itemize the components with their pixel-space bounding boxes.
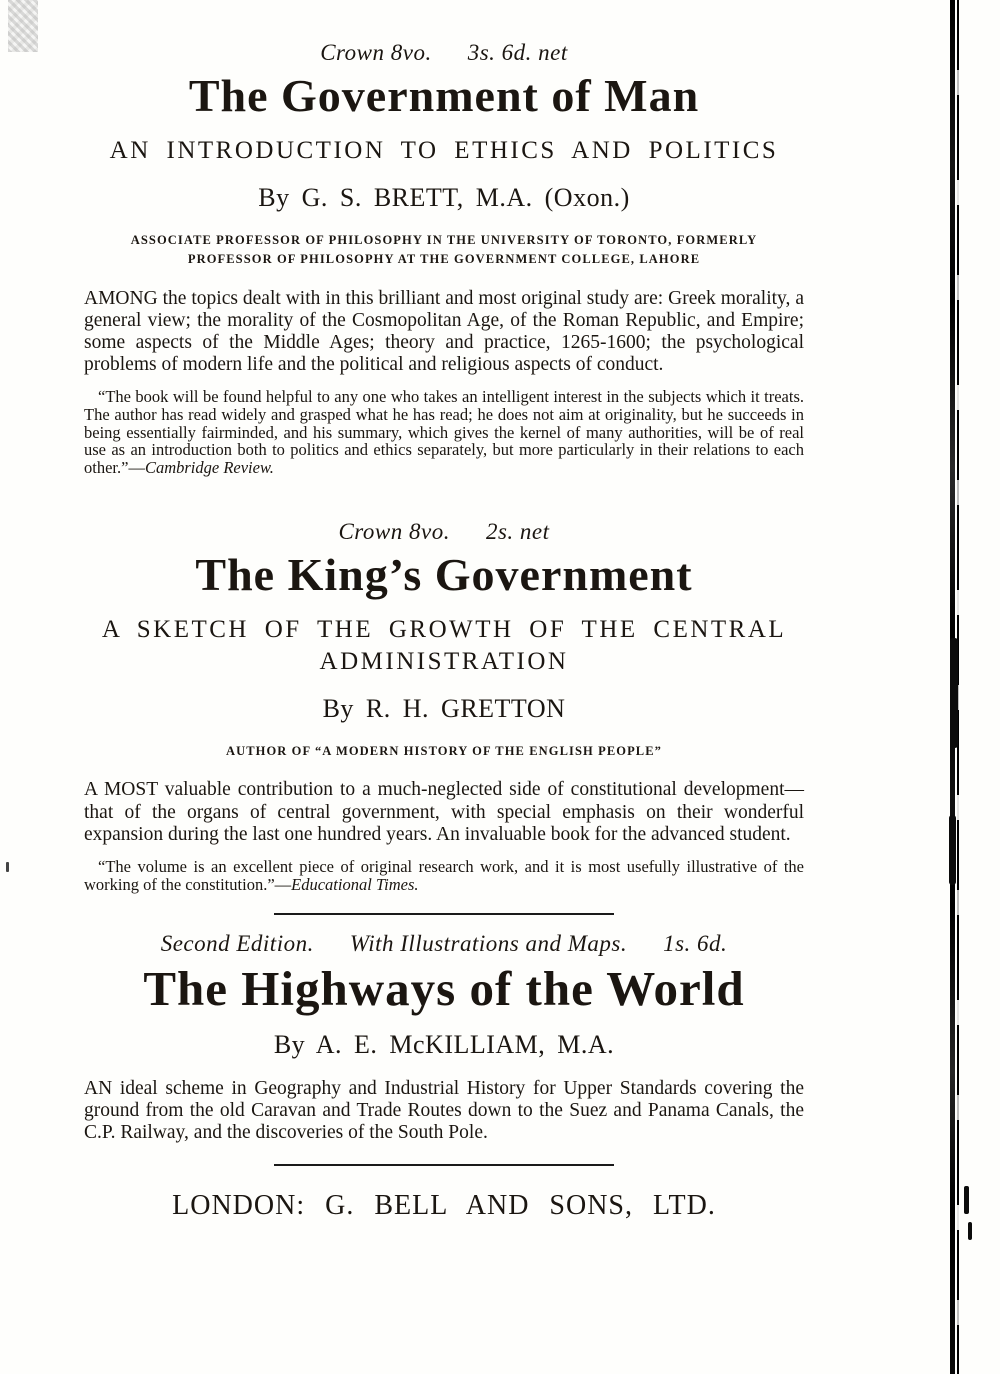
footer-divider — [274, 1164, 614, 1166]
scan-binding-dash — [964, 1186, 969, 1214]
book-title: The Government of Man — [188, 70, 700, 121]
book-description: AN ideal scheme in Geography and Industrial History for Upper Standards covering the ground from the old Caravan and Trade Routes down to the Suez and Panama Canals, the C.P. Railway, and the discoveries of the South Pole. — [84, 1077, 804, 1144]
format-price-line — [84, 519, 804, 545]
review-quote — [84, 388, 804, 476]
book-entry-kings-government — [84, 519, 804, 894]
scan-binding-dash — [968, 1222, 972, 1240]
scan-mark-left-margin — [6, 862, 9, 872]
book-description: A MOST valuable contribution to a much-neglected side of constitutional development—that of the organs of central government, with special emphasis on their wonderful expansion during the last one hundred years. An invaluable book for the advanced student. — [84, 779, 804, 845]
price-text: 2s. net — [485, 518, 550, 544]
author-of-line: AUTHOR OF “A MODERN HISTORY OF THE ENGLISH PEOPLE” — [225, 743, 663, 758]
author-affiliation — [84, 231, 804, 270]
price-text: 3s. 6d. net — [467, 40, 568, 65]
book-description: AMONG the topics dealt with in this brilliant and most original study are: Greek morality, a general view; the morality of the Cosmopolitan Age, of the Roman Republic, and Empire; some aspects of the Middle Ages; theory and practice, 1265-1600; the psychological problems of modern life and the political and religious aspects of conduct. — [84, 287, 804, 376]
book-entry-government-of-man — [84, 40, 804, 477]
format-text: Crown 8vo. — [338, 518, 450, 544]
price-text: 1s. 6d. — [663, 931, 728, 957]
book-subtitle — [84, 614, 804, 679]
affiliation-line-2: PROFESSOR OF PHILOSOPHY AT THE GOVERNMENT COLLEGE, LAHORE — [187, 252, 701, 267]
review-quote — [84, 858, 804, 893]
book-subtitle: AN INTRODUCTION TO ETHICS AND POLITICS — [109, 137, 779, 165]
format-text: Crown 8vo. — [320, 40, 432, 65]
scan-binding-blob — [950, 638, 958, 748]
book-title: The King’s Government — [195, 548, 693, 600]
subtitle-line-2: ADMINISTRATION — [319, 648, 569, 676]
review-text: “The book will be found helpful to any one who takes an intelligent interest in the subjects which it treats. The author has read widely and grasped what he has read; he does not aim at originality, but he succeeds in being essentially fairminded, and his summary, which gives the kernel of many authorities, will be of real use as an introduction both to politics and ethics separately, but more particularly in their relations to each other.”— — [84, 387, 804, 477]
edition-text: Second Edition. — [160, 931, 314, 957]
affiliation-line-1: ASSOCIATE PROFESSOR OF PHILOSOPHY IN THE UNIVERSITY OF TORONTO, FORMERLY — [130, 232, 758, 247]
section-divider — [274, 913, 614, 915]
review-source: Educational Times. — [291, 874, 419, 894]
scan-binding-blob — [949, 815, 956, 885]
review-text: “The volume is an excellent piece of original research work, and it is most usefully illustrative of the working of the constitution.”— — [84, 856, 804, 894]
book-author-byline: By R. H. GRETTON — [322, 693, 566, 723]
book-title: The Highways of the World — [143, 961, 745, 1017]
book-entry-highways-of-the-world — [84, 931, 804, 1144]
illustrations-text: With Illustrations and Maps. — [349, 931, 628, 957]
scan-artifact-top-left — [8, 0, 38, 52]
format-price-line — [84, 931, 804, 957]
format-price-line — [84, 40, 804, 66]
catalog-content — [84, 40, 804, 1222]
scan-binding-edge — [948, 0, 962, 1374]
book-author-byline: By A. E. McKILLIAM, M.A. — [273, 1029, 615, 1059]
book-author-byline: By G. S. BRETT, M.A. (Oxon.) — [258, 182, 630, 212]
subtitle-line-1: A SKETCH OF THE GROWTH OF THE CENTRAL — [101, 615, 787, 643]
publisher-imprint: LONDON: G. BELL AND SONS, LTD. — [172, 1190, 716, 1222]
review-source: Cambridge Review. — [144, 457, 274, 477]
